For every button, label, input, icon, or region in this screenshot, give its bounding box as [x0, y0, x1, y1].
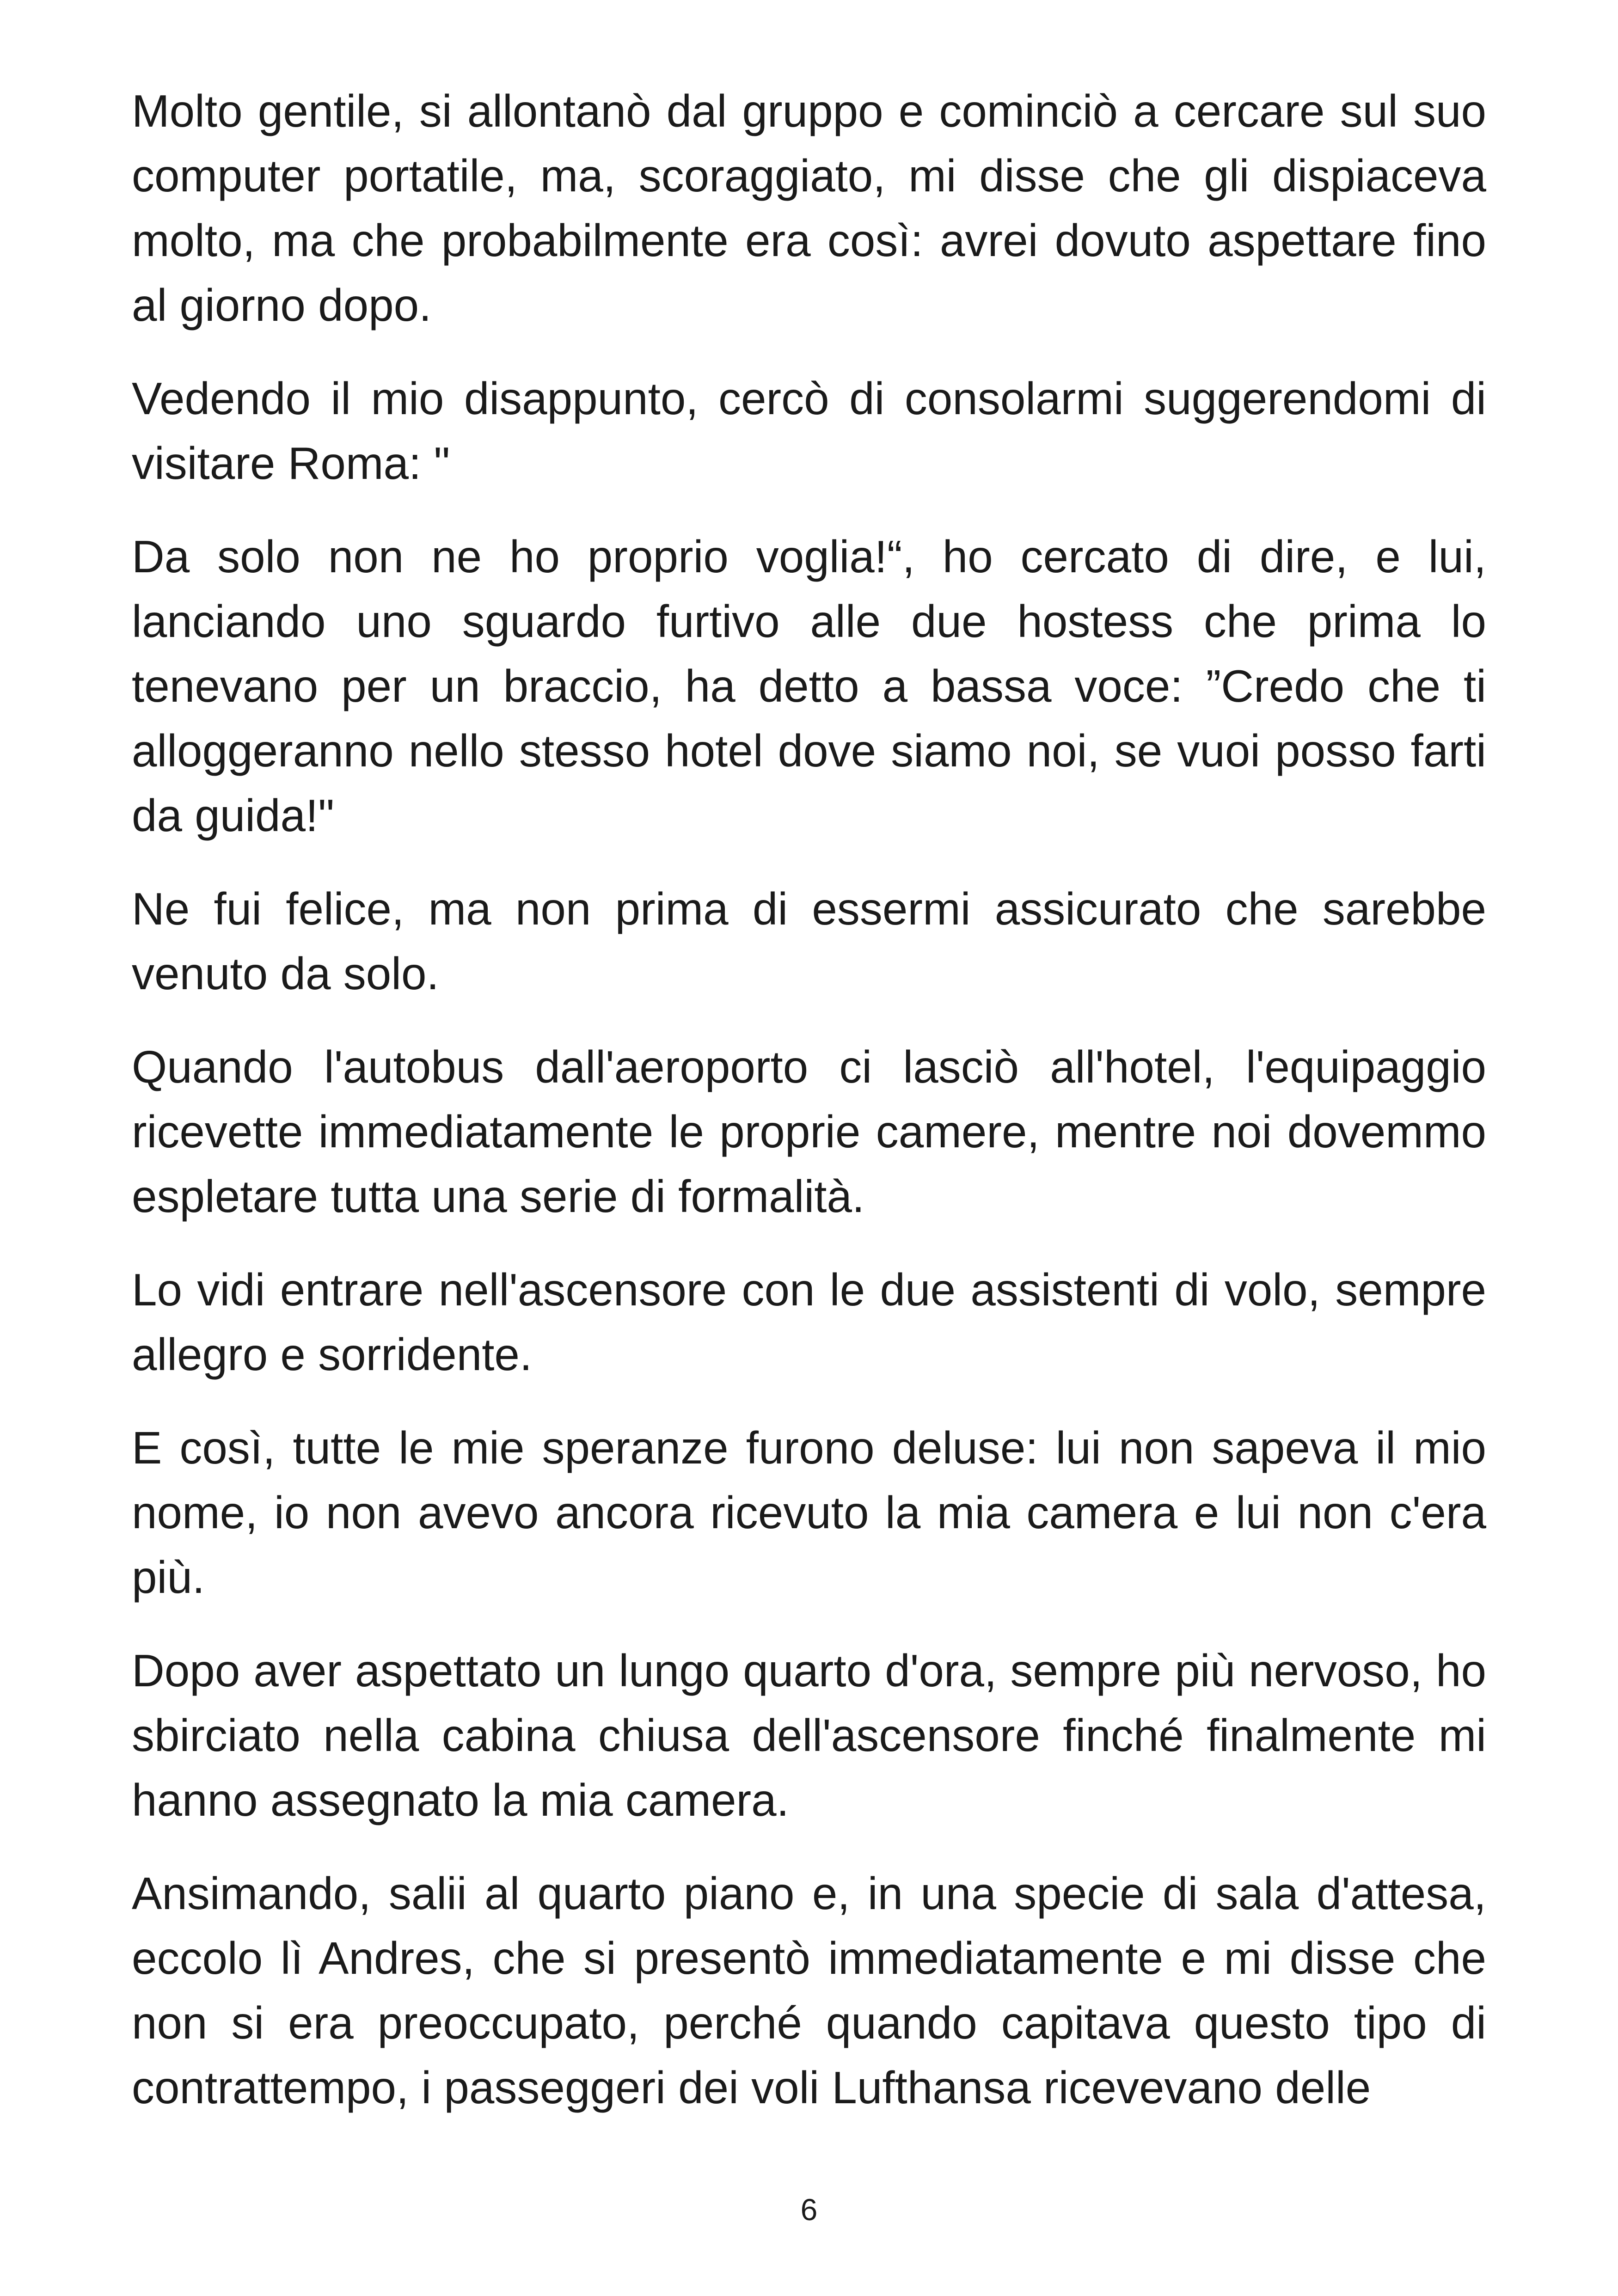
paragraph-3: Da solo non ne ho proprio voglia!“, ho cercato di dire, e lui, lanciando uno sguardo furtivo alle due hostess che prima lo tenevano per un braccio, ha detto a bassa voce: ”Credo che ti alloggeranno nello stesso hotel dove siamo noi, se vuoi posso farti da guida!": [132, 531, 1486, 841]
text-body: [132, 79, 1486, 2149]
paragraph-4: Ne fui felice, ma non prima di essermi assicurato che sarebbe venuto da solo.: [132, 883, 1486, 999]
paragraph-6: Lo vidi entrare nell'ascensore con le due assistenti di volo, sempre allegro e sorridente.: [132, 1264, 1486, 1380]
paragraph-2: Vedendo il mio disappunto, cercò di consolarmi suggerendomi di visitare Roma: ": [132, 373, 1486, 489]
paragraph-1: Molto gentile, si allontanò dal gruppo e cominciò a cercare sul suo computer portatile, ma, scoraggiato, mi disse che gli dispiaceva molto, ma che probabilmente era così: avrei dovuto aspettare fino al giorno dopo.: [132, 86, 1486, 331]
page-number: 6: [800, 2192, 818, 2227]
paragraph-7: E così, tutte le mie speranze furono deluse: lui non sapeva il mio nome, io non avevo ancora ricevuto la mia camera e lui non c'era più.: [132, 1422, 1486, 1603]
paragraph-9: Ansimando, salii al quarto piano e, in una specie di sala d'attesa, eccolo lì Andres, che si presentò immediatamente e mi disse che non si era preoccupato, perché quando capitava questo tipo di contrattempo, i passeggeri dei voli Lufthansa ricevevano delle: [132, 1868, 1486, 2113]
paragraph-8: Dopo aver aspettato un lungo quarto d'ora, sempre più nervoso, ho sbirciato nella cabina chiusa dell'ascensore finché finalmente mi hanno assegnato la mia camera.: [132, 1645, 1486, 1825]
paragraph-5: Quando l'autobus dall'aeroporto ci lasciò all'hotel, l'equipaggio ricevette immediatamente le proprie camere, mentre noi dovemmo espletare tutta una serie di formalità.: [132, 1041, 1486, 1222]
